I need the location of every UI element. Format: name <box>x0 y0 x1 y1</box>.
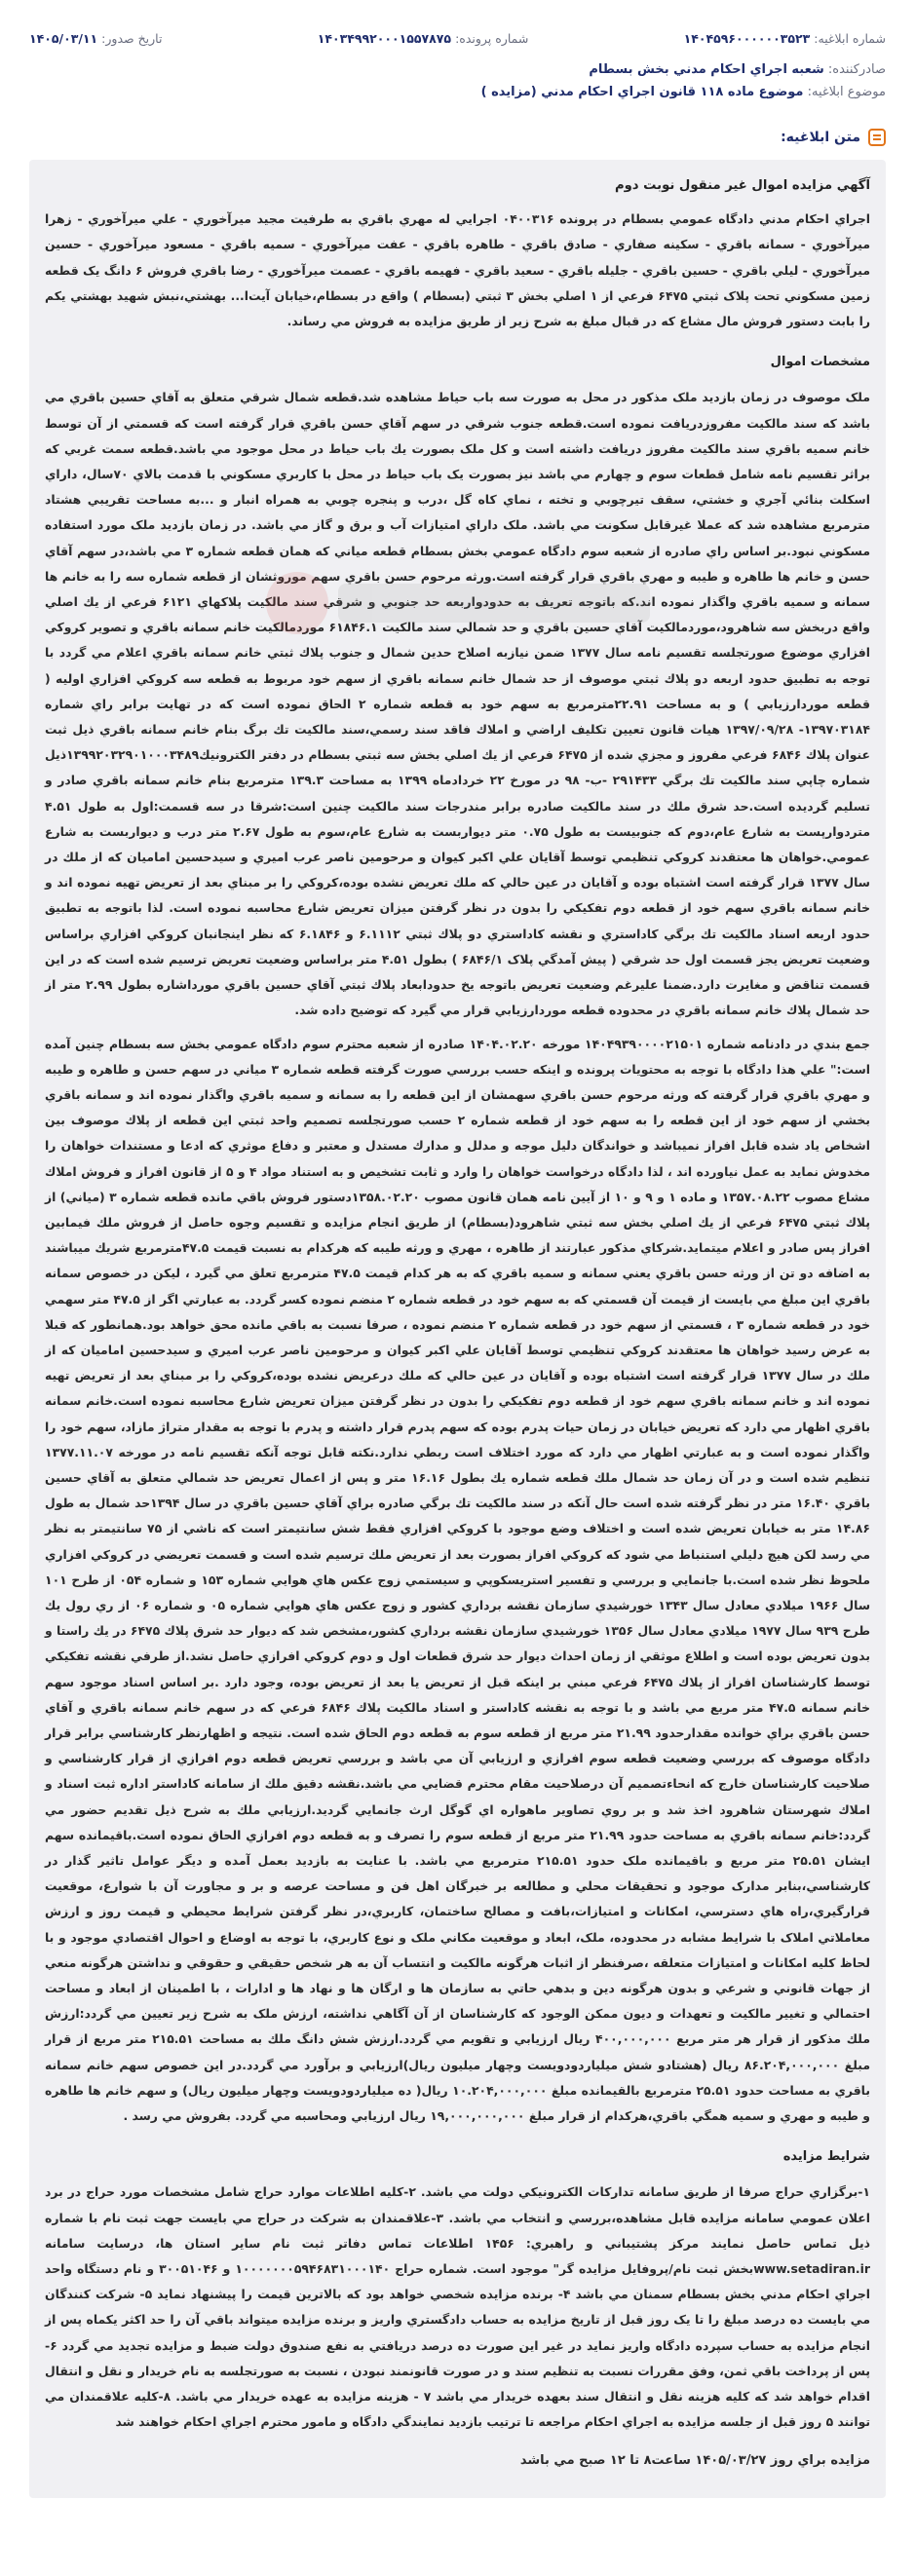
judgment-text: جمع بندي در دادنامه شماره ۱۴۰۴۹۳۹۰۰۰۰۲۱۵۰۱ مورخه ۱۴۰۴.۰۲.۲۰ صادره از شعبه محترم سوم دادگاه عمومي بخش سه بسطام چنين آمده است:" علي هذا دادگاه با توجه به محتويات پرونده و اينكه حسب بررسي صورت گرفته قطعه شماره ۳ مياني در سهم حسن و طاهره و طيبه و مهري باقري قرار گرفته كه ورثه مرحوم حسن باقري سهمشان از اين قطعه را به سمانه و سميه باقري واگذار نموده اند و سمانه باقري بخشي از سهم خود از اين قطعه را به سهم خود از قطعه شماره ۲ حسب صورتجلسه تصميم واحد ثبتي اين قطعه از پلاك موصوف بين اشخاص ياد شده قابل افراز نميباشد و خواندگان دليل موجه و مدلل و مدارك مستدل و معتبر و دفاع موثري كه ادعا و مستندات خواهان را مخدوش نمايد به عمل نياورده اند ، لذا دادگاه درخواست خواهان را وارد و ثابت تشخيص و به استناد مواد ۴ و ۵ از قانون افراز و فروش املاك مشاع مصوب ۱۳۵۷.۰۸.۲۲ و ماده ۱ و ۹ و ۱۰ از آيين نامه همان قانون مصوب ۱۳۵۸.۰۲.۲۰دستور فروش باقي مانده قطعه شماره ۳ (مياني) از پلاك ثبتي ۶۴۷۵ فرعي از يك اصلي بخش سه ثبتي شاهرود(بسطام) از طريق انجام مزايده و تقسيم وجوه حاصل از فروش ملك فيمابين افراز پس صادر و اعلام ميتمايد.شركاي مذكور عبارتند از طاهره ، مهري و ورثه طيبه كه هركدام به نسبت قيمت ۴۷.۵مترمربع شريك ميباشند به اضافه دو تن از ورثه حسن باقري يعني سمانه و سميه باقري كه به هر كدام قيمت ۴۷.۵ مترمربع تعلق مي گيرد ، ليكن در خصوص سمانه باقري اين مبلغ مي بايست از قيمت آن قسمتي كه به سهم خود در قطعه شماره ۲ منضم نموده كسر گردد. به عبارتي اگر از ۴۷.۵ متر سهمي خود در قطعه شماره ۳ ، قسمتي از سهم خود در قطعه شماره ۲ منضم نموده ، صرفا نسبت به باقي مانده محق خواهد بود.همانطور كه قبلا به عرض رسيد خواهان ها معتقدند كروكي تنظيمي توسط آقايان علي اكبر كيوان و مرحومين ناصر عرب اميري و سيدحسين اماميان كه از ملك در سال ۱۳۷۷ قرار گرفته است اشتباه بوده و آقايان در عين حالي كه ملك درعريض نشده بوده،كروكي را بر مبناي بعد از تعريض تهيه نموده اند و خانم سمانه باقري سهم خود از قطعه دوم تفكيكي را بدون در نظر گرفتن ميزان تعريض شارع محاسبه نموده است.خانم سمانه باقري اظهار مي دارد كه تعريض خيابان در زمان حيات پدرم بوده كه سهم پدرم قرار داشته و پدرم با توجه به مقدار متراژ مازاد، سهم خود را واگذار نموده است و به عبارتي اظهار مي دارد كه مورد اختلاف است ربطي ندارد.نكته قابل توجه آنكه تقسيم نامه در مورخه ۱۳۷۷.۱۱.۰۷ تنظيم شده است و در آن زمان حد شمال ملك قطعه شماره يك بطول ۱۶.۱۶ متر و پس از اعمال تعريض حد شمالي متعلق به آقاي حسين باقري ۱۶.۴۰ متر در نظر گرفته شده است حال آنكه در سند مالكيت تك برگي صادره براي آقاي حسين باقري در سال ۱۳۹۴حد شمال به طول ۱۴.۸۶ متر به خيابان تعريض شده است و اختلاف وضع موجود با كروكي افزاري فقط شش سانتيمتر است كه ناشي از ۷۵ سانتيمتر به نظر مي رسد لكن هيچ دليلي استنباط مي شود كه كروكي افراز بصورت بعد از تعريض ملك ترسيم شده است و قسمت تعريضي در كروكي افزاري ملحوظ نظر شده است.با جانمايي و بررسي و تفسير استريسكوپي و سيستمي زوج عكس هاي هوايي شماره ۱۵۳ و شماره ۰۵۴ از طرح ۱۰۱ سال ۱۹۶۶ ميلادي معادل سال ۱۳۴۳ خورشيدي سازمان نقشه برداري كشور و زوج عكس هاي هوايي شماره ۰۵ و شماره ۰۶ از ري رول يك طرح ۹۳۹ سال ۱۹۷۷ ميلادي معادل سال ۱۳۵۶ خورشيدي سازمان نقشه برداري كشور،مشخص شد كه ديوار حد شرق پلاك ۶۴۷۵ در يك راستا و بدون تعريض بوده است و اطلاع موثقي از زمان احداث ديوار حد شرق قطعات اول و دوم كروكي افرازي حاصل نشد.از طرفي نقشه تفكيكي توسط كارشناسان افراز از پلاك ۶۴۷۵ فرعي مبني بر اينكه قبل از تعريض يا بعد از تعريض بوده، وجود دارد .بر اساس اسناد موجود سهم خانم سمانه ۴۷.۵ متر مربع مي باشد و با توجه به نقشه كاداستر و اسناد مالكيت پلاك ۶۸۴۶ فرعي كه در سهم خانم سمانه باقري و آقاي حسن باقري براي خوانده مقدارحدود ۲۱.۹۹ متر مربع از قطعه سوم به قطعه دوم الحاق شده است. نتيجه و اظهارنظر كارشناسي برابر قرار دادگاه موصوف كه بررسي وضعيت قطعه سوم افرازي و ارزيابي آن مي باشد و بررسي تعريض قطعه دوم افرازي از قرار كارشناسي و صلاحيت كارشناسان خارج كه انحاءتصميم آن درصلاحيت مقام محترم قضايي مي باشد.نقشه دقيق ملك از سامانه كاداستر اداره ثبت اسناد و املاك شهرستان شاهرود اخذ شد و بر روي تصاوير ماهواره اي گوگل ارث جانمايي گرديد.ارزيابي ملك به شرح ذيل تقديم حضور مي گردد:خانم سمانه باقري به مساحت حدود ۲۱.۹۹ متر مربع از قطعه سوم را تصرف و به قطعه دوم افرازي الحاق نموده است.باقيمانده سهم ايشان ۲۵.۵۱ متر مربع و باقيمانده ملک حدود ۲۱۵.۵۱ مترمربع مي باشد. با عنايت به بازديد بعمل آمده و ديگر عوامل تاثير گذار در كارشناسي،بنابر مدارک موجود و تحقيقات محلي و مطالعه بر خبرگان اهل فن و مساحت عرصه و بر و مجاورت آن با شوارع، موقعيت قرارگيري،راه هاي دسترسي، امكانات و امتيازات،بافت و مصالح ساختمان، کاربري،در نظر گرفتن شرايط محيطي و قيمت روز و ارزش معاملاتي املاک با شرايط مشابه در محدوده، ملک، ابعاد و موقعيت مکاني ملک و نوع کاربري، با توجه به اوضاع و احوال اقتصادي موجود و با لحاظ كليه امكانات و امتيازات متعلقه ،صرفنظر از اثبات هرگونه مالكيت و انتساب آن به هر شخص حقيقي و حقوقي و نداشتن هرگونه منعي از جهات قانوني و شرعي و بدون هرگونه دين و بدهي حاتي به سازمان ها و ارگان ها و نهاد ها و ادارات ، با اطمينان از ابعاد و مساحت احتمالي و تغيير مالكيت و تعهدات و ديون ممكن الوجود كه كارشناسان از آن آگاهي نداشته، ارزش ملک به شرح زير تعيين مي گردد:ارزش ملك مذكور از قرار هر متر مربع ۴۰۰,۰۰۰,۰۰۰ ريال ارزيابي و تقويم مي گردد.ارزش شش دانگ ملك به مساحت ۲۱۵.۵۱ متر مربع از قرار مبلغ ۸۶.۲۰۴,۰۰۰,۰۰۰ ريال (هشتادو شش ميلياردودويست وچهار ميليون ريال)ارزيابي و برآورد مي گردد.در اين خصوص سهم خانم سمانه باقري به مساحت حدود ۲۵.۵۱ مترمربع بالقيمانده مبلغ ۱۰.۲۰۴,۰۰۰,۰۰۰ ريال( ده ميلياردودويست وچهار ميليون ريال) و سهم خانم ها طاهره و طيبه و مهري و سميه همگي باقري،هركدام از قرار مبلغ ۱۹,۰۰۰,۰۰۰,۰۰۰ ريال ارزيابي ومحاسبه مي گردد. بفروش مي رسد . <box>45 1036 871 2124</box>
subject-line <box>0 77 915 99</box>
notice-number-label: شماره ابلاغيه: <box>814 30 886 46</box>
document-icon <box>868 129 886 146</box>
case-number-value: ۱۴۰۳۴۹۹۲۰۰۰۱۵۵۷۸۷۵ <box>317 30 452 46</box>
notice-number-value: ۱۴۰۴۵۹۶۰۰۰۰۰۰۳۵۲۳ <box>683 30 811 46</box>
auction-conditions-text: ۱-برگزاري حراج صرفا از طريق سامانه تدارکات الکترونيکي دولت مي باشد. ۲-کليه اطلاعات موارد حراج شامل مشخصات مورد حراج در برد اعلان عمومي سامانه مزايده قابل مشاهده،بررسي و انتخاب مي باشد. ۳-علاقمندان به شرکت در حراج مي بايست جهت ثبت نام با شماره ذيل تماس حاصل نمايند مرکز پشتيباني و راهبري: ۱۴۵۶ اطلاعات تماس دفاتر ثبت نام ساير استان ها، درسايت سامانه www.setadiran.irبخش ثبت نام/پروفايل مزايده گر" موجود است. شماره حراج ۱۰۰۰۰۰۰۰۵۹۴۶۸۳۱۰۰۰۱۴۰ و ۳۰۰۵۱۰۴۶ و نام دستگاه واحد اجراي احكام مدني بخش بسطام سمنان مي باشد ۴- برنده مزايده شخصي خواهد بود كه بالاترين قيمت را پيشنهاد نمايد ۵- شركت كنندگان مي بايست ده درصد مبلغ را تا يک روز قبل از تاريخ مزايده به حساب دادگستري واريز و برنده مزايده ميتواند باقي آن را حد اكثر يكماه پس از انجام مزايده به حساب سپرده دادگاه واريز نمايد در غير اين صورت ده درصد دريافتي به نفع صندوق دولت ضبط و مزايده تجديد مي گردد ۶- پس از پرداخت باقي ثمن، وفق مقررات نسبت به تنظيم سند و در صورت قانونمند نبودن ، نسبت به صورتجلسه به نام خريدار و نقل و انتقال اقدام خواهد شد كه كليه هزينه نقل و انتقال سند بعهده خريدار مي باشد ۷ - هزينه مزايده به عهده خريدار مي باشد. ۸-کليه علاقمندان مي توانند ۵ روز قبل از جلسه مزايده به اجراي احكام مراجعه تا ترتيب بازديد نمايندگي دادگاه و مامور محترم اجراي احکام خواهند شد <box>45 2184 871 2430</box>
case-number <box>318 31 529 46</box>
auction-heading: آگهي مزايده اموال غير منقول نوبت دوم <box>614 178 870 193</box>
case-number-label: شماره پرونده: <box>455 30 529 46</box>
notice-text-title: متن ابلاغيه: <box>781 130 860 145</box>
issue-date-label: تاريخ صدور: <box>101 30 163 46</box>
notice-text-box <box>29 160 886 2498</box>
auction-intro: اجراي احكام مدني دادگاه عمومي بسطام در پرونده ۰۴۰۰۳۱۶ اجرايي له مهري باقري به طرفيت مجيد ميرآخوري - علي ميرآخوري - زهرا ميرآخوري - سمانه باقري - سكينه صفاري - صادق باقري - طاهره باقري - عفت ميرآخوري - سميه باقري - مسعود ميرآخوري - حسين ميرآخوري - ليلي باقري - حسين باقري - جليله باقري - سعيد باقري - فهيمه باقري - عصمت ميرآخوري - رضا باقري فروش ۶ دانگ يک قطعه زمين مسكوني تحت پلاک ثبتي ۶۴۷۵ فرعي از ۱ اصلي بخش ۳ ثبتي (بسطام ) واقع در بسطام،خيابان آيت‌ا... بهشتي،نبش شهيد بهشتي يكم را بابت دستور فروش مال مشاع كه در قبال مبلغ به شرح زير از طريق مزايده به فروش مي رساند. <box>45 211 871 329</box>
property-specs-text: ملک موصوف در زمان بازديد ملک مذکور در محل به صورت سه باب حياط مشاهده شد.قطعه شمال شرقي متعلق به آقاي حسين باقري مي باشد که سند مالکيت مفروزدريافت نموده است.قطعه جنوب شرقي در سهم آقاي حسن باقري قرار گرفته است كه قسمتي از آن توسط خانم سميه باقري سند مالكيت مفروز دريافت داشته است و كل ملک بصورت يك باب حياط در محل موجود مي باشد.قطعه سمت غربي كه براثر تقسيم نامه شامل قطعات سوم و چهارم مي باشد نيز بصورت يک باب حياط در محل با کاربري مسکوني با قدمت بالاي ۷۰سال، داراي اسکلت بنائي آجري و خشتي، سقف تيرچوبي و تخته ، نماي کاه گل ،درب و پنجره چوبي به همراه انبار و ...به مساحت تقريبي هشتاد مترمربع مشاهده شد که عملا غيرقابل سکونت مي باشد. ملک داراي امتيازات آب و برق و گاز مي باشد. در زمان بازديد ملک مورد استفاده مسکوني نبود.بر اساس راي صادره از شعبه سوم دادگاه عمومي بخش بسطام قطعه مياني كه همان قطعه شماره ۳ مي باشد،در سهم آقاي حسن و خانم ها طاهره و طيبه و مهري باقري قرار گرفته است.ورثه مرحوم حسن باقري سهم موروثشان از قطعه شماره سه را به خانم ها سمانه و سميه باقري واگذار نموده اند.كه باتوجه تعريف به حدودواربعه حد جنوبي و شرقي سند مالكيت پلاکهاي ۶۱۲۱ فرعي از يك اصلي واقع دربخش سه شاهرود،موردمالكيت آقاي حسين باقري و حد شمالي سند مالكيت ۶۱۸۴۶.۱ موردمالكيت خانم سمانه باقري و تصوير كروکي افزاري موضوع صورتجلسه تقسيم نامه سال ۱۳۷۷ ضمن نيازبه اصلاح حدين شمال و جنوب پلاك ثبتي خانم سمانه باقري اعلام مي گردد با توجه به تطبيق حدود اربعه دو پلاك ثبتي موصوف از حد شمال خانم سمانه باقري از سهم خود مربوط به قطعه سه كروكي افزاري اوليه ( قطعه موردارزيابي ) و به مساحت ۲۲.۹۱مترمربع به سهم خود به قطعه شماره ۲ الحاق نموده است كه در تهايت برابر راي شماره ۱۳۹۷۰۳۱۸۴- ۱۳۹۷/۰۹/۲۸ هيات قانون تعيين تكليف اراضي و املاك فاقد سند رسمي،سند مالكيت تك برگ بنام خانم سمانه باقري ذيل ثبت عنوان پلاك ۶۸۴۶ فرعي مفروز و مجزي شده از ۶۴۷۵ فرعي از يك اصلي بخش سه ثبتي بسطام در دفتر الكترونيك۱۳۹۹۲۰۳۲۹۰۱۰۰۰۳۴۸۹ذيل شماره چاپي سند مالكيت تك برگي ۲۹۱۴۳۳ -ب- ۹۸ در مورخ ۲۲ خردادماه ۱۳۹۹ به مساحت ۱۳۹.۳ مترمربع بنام خانم سمانه باقري صادر و تسليم گرديده است.حد شرق ملك در سند مالكيت صادره برابر مندرجات سند مالكيت چنين است:شرقا در سه قسمت:اول به طول ۴.۵۱ متردوارپست به شارع عام،دوم كه جنوبيست به طول ۰.۷۵ متر ديواربست به شارع عام،سوم به طول ۲.۶۷ متر درب و ديواربست به شارع عمومي.خواهان ها معتقدند كروكي تنظيمي توسط آقايان علي اكبر كيوان و مرحومين ناصر عرب اميري و سيدحسين اماميان كه از ملك در سال ۱۳۷۷ قرار گرفته است اشتباه بوده و آقايان در عين حالي كه ملك تعريض نشده بوده،كروكي را بر مبناي بعد از تعريض تهيه نموده اند و خانم سمانه باقري سهم خود از قطعه دوم تفكيكي را بدون در نظر گرفتن ميزان تعريض شارع محاسبه نموده است. لذا باتوجه به تطبيق حدود اربعه اسناد مالكيت تك برگي كاداستري و نقشه كاداستري دو پلاك ثبتي ۶.۱۱۱۲ و ۶.۱۸۴۶ كه نظر اينجانبان كروكي افزاري براساس وضعيت تعريض يجز قسمت اول حد شرقي ( پيش آمدگي پلاک ۶۸۴۶/۱ ) بطول ۴.۵۱ متر براساس وضعيت تعريض ترسيم شده است كه در اين قسمت تناقض و مغايرت دارد.ضمنا عليرغم وضعيت تعريض باتوجه يخ حدودابعاد پلاك ثبتي آقاي حسين باقري مورداشاره بطول ۲.۹۹ متر از حد شمال پلاك خانم سمانه باقري در محدوده قطعه موردارزيابي قرار مي گيرد که توضيح داده شد. <box>45 390 871 1018</box>
subject-label: موضوع ابلاغيه: <box>807 85 886 99</box>
issuer-line <box>0 55 915 77</box>
property-specs-heading: مشخصات اموال <box>770 355 870 370</box>
auction-conditions-heading: شرايط مزايده <box>782 2149 870 2165</box>
issue-date <box>29 31 162 46</box>
notice-text-heading <box>29 129 886 146</box>
issue-date-value: ۱۴۰۵/۰۳/۱۱ <box>29 30 98 46</box>
issuer-label: صادرکننده: <box>827 62 886 77</box>
subject-value: موضوع ماده ۱۱۸ قانون اجراي احكام مدني (مزايده ) <box>480 85 804 99</box>
notice-number <box>684 31 886 46</box>
auction-time: مزايده براي روز ۱۴۰۵/۰۳/۲۷ ساعت۸ تا ۱۲ صبح مي باشد <box>519 2453 870 2469</box>
issuer-value: شعبه اجراي احكام مدني بخش بسطام <box>589 62 824 77</box>
notice-meta-row <box>0 0 915 55</box>
